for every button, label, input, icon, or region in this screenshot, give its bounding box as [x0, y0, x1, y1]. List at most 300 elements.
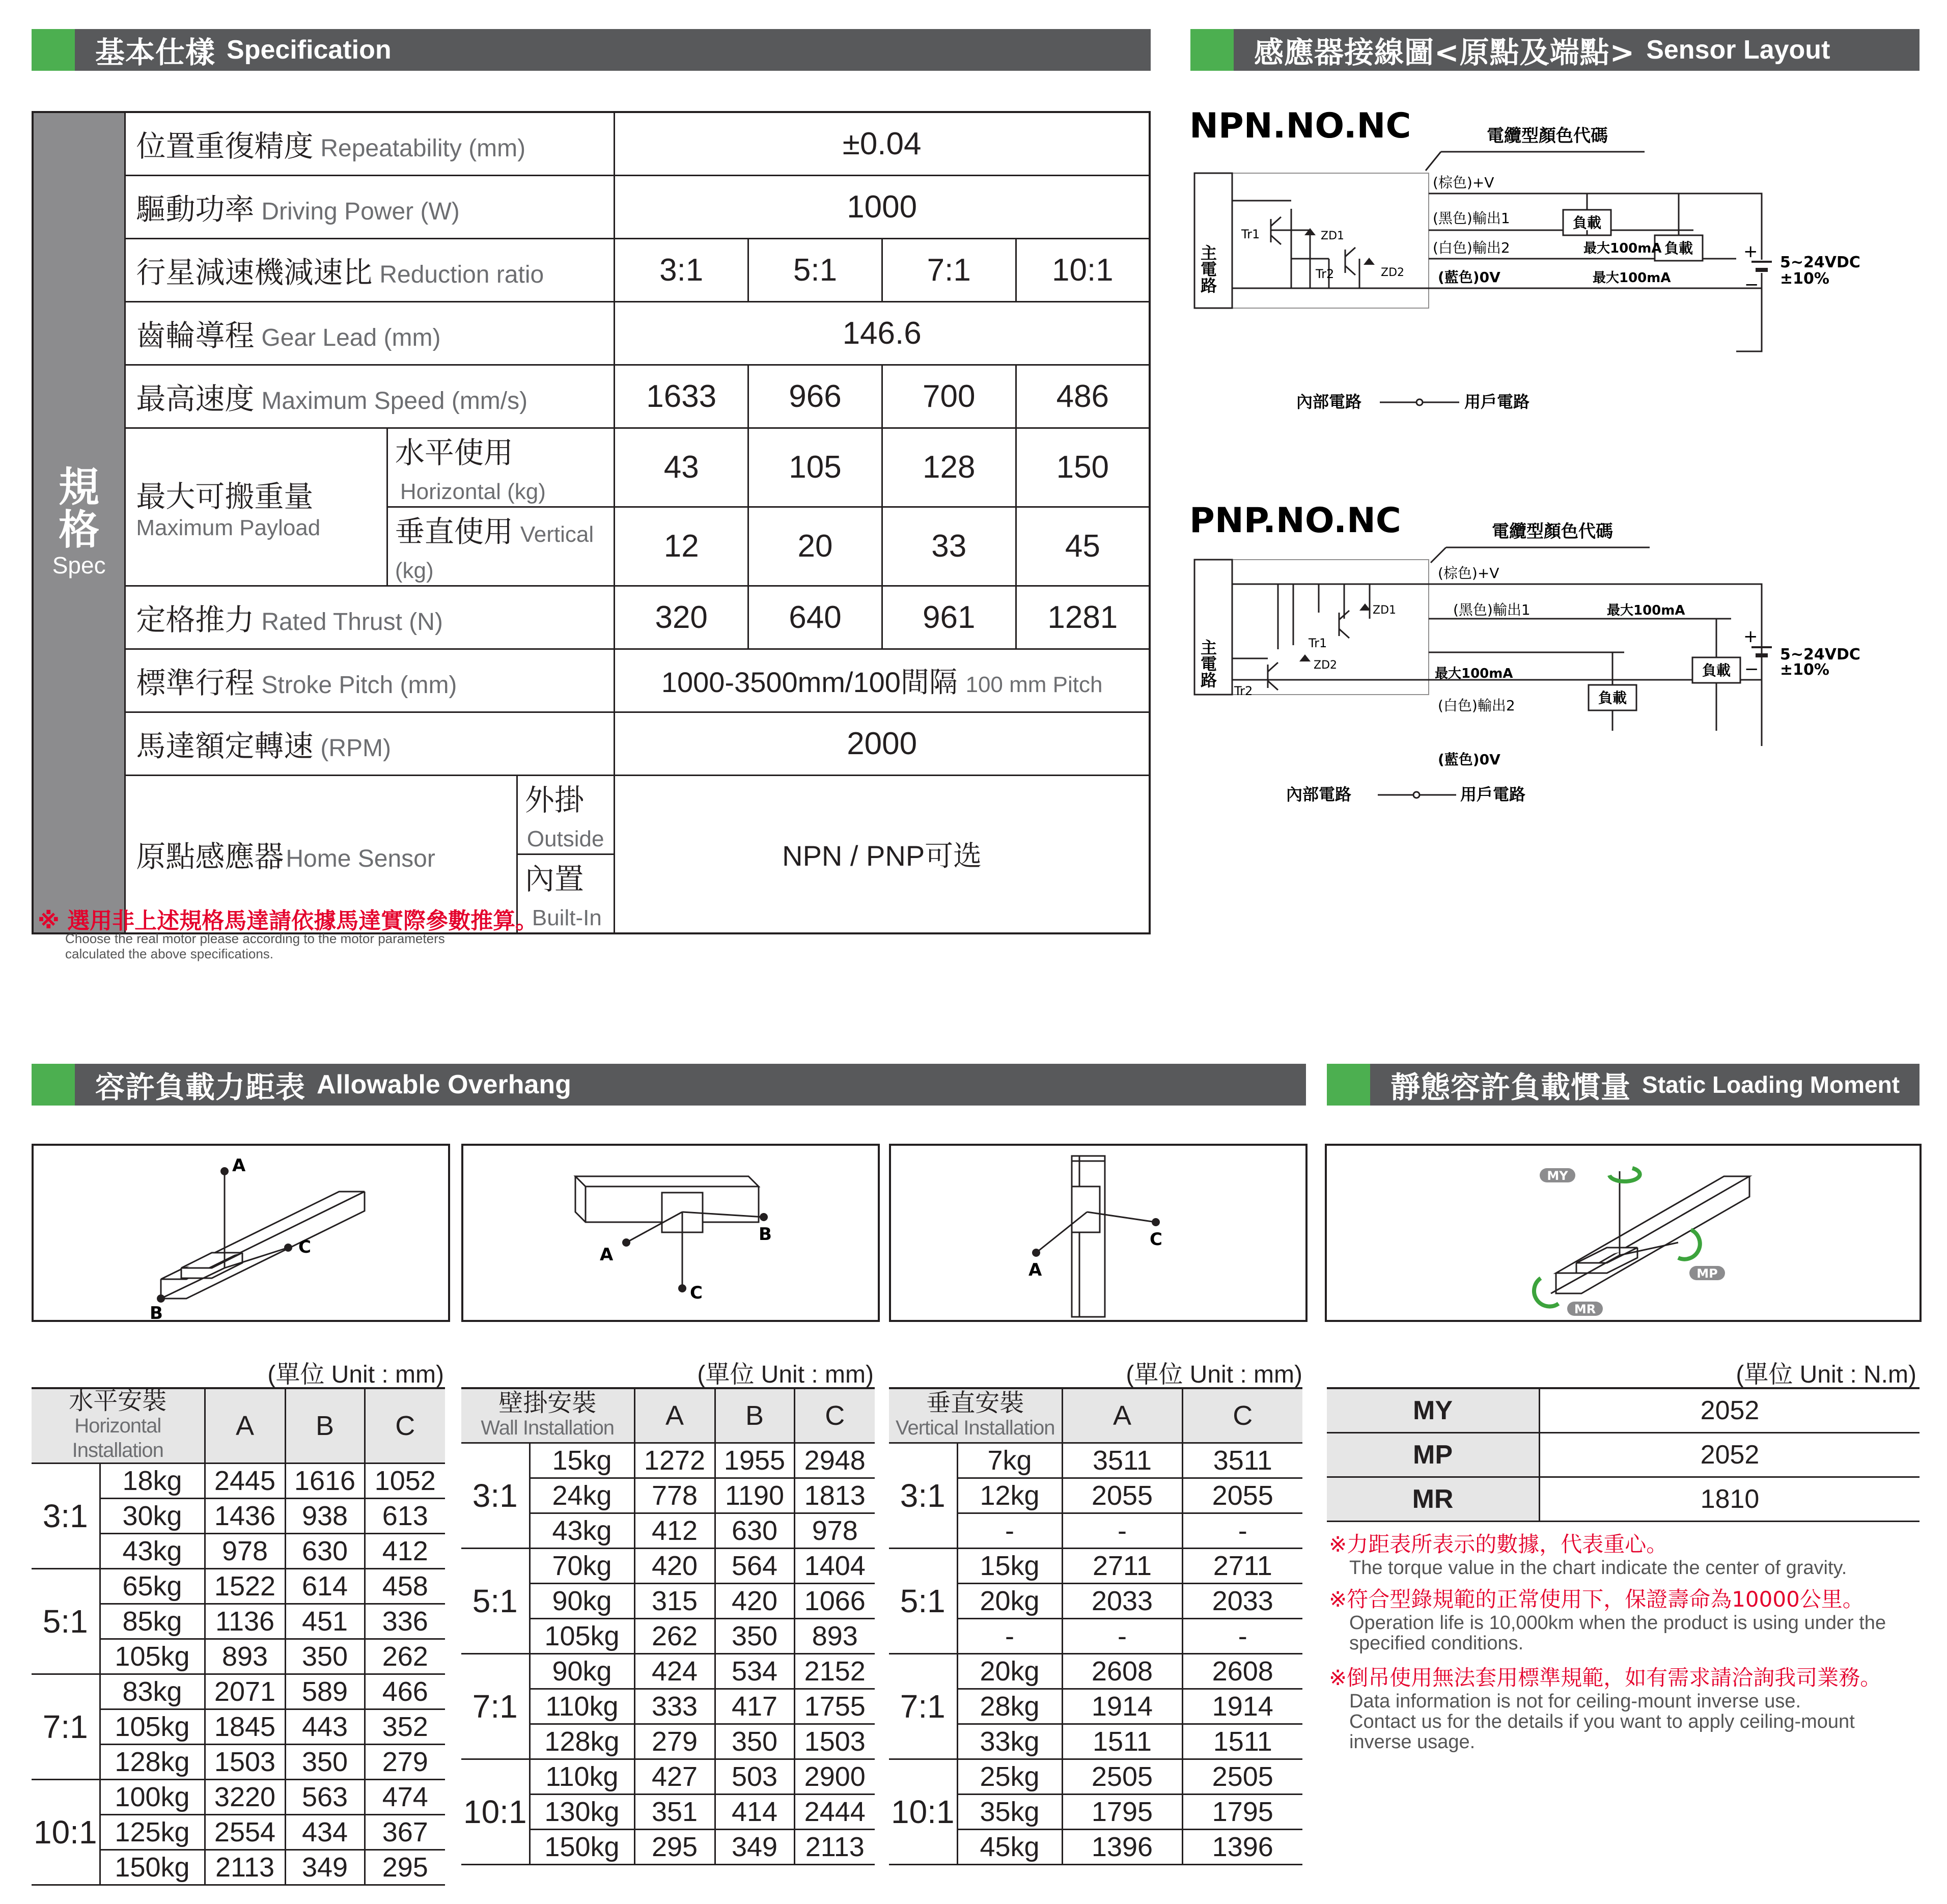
- value-cell: 1396: [1182, 1830, 1302, 1865]
- header-accent: [1327, 1064, 1370, 1106]
- thrust-value: 640: [748, 586, 882, 649]
- value-cell: 279: [634, 1724, 715, 1759]
- load-cell: 90kg: [530, 1584, 634, 1619]
- value-cell: 2505: [1062, 1759, 1182, 1795]
- npn-tolerance: ±10%: [1780, 270, 1829, 288]
- pnp-blue-label: (藍色)0V: [1438, 751, 1500, 768]
- home-sensor-value: NPN / PNP可选: [615, 775, 1150, 933]
- ratio-value: 10:1: [1016, 238, 1150, 301]
- value-cell: 1755: [794, 1689, 875, 1724]
- value-cell: 2445: [205, 1464, 285, 1499]
- value-cell: 295: [634, 1830, 715, 1865]
- unit-label-horizontal: (單位 Unit : mm): [267, 1361, 444, 1388]
- npn-load-1-label: 負載: [1572, 214, 1602, 231]
- load-cell: 33kg: [957, 1724, 1062, 1759]
- moment-key: MP: [1327, 1433, 1540, 1477]
- value-cell: 630: [715, 1513, 794, 1549]
- axis-a-label: A: [232, 1155, 246, 1176]
- moment-note-3-zh: ※倒吊使用無法套用標準規範，如有需求請洽詢我司業務。: [1329, 1665, 1882, 1690]
- load-cell: 100kg: [100, 1780, 205, 1815]
- pnp-zener-2-icon: [1299, 654, 1311, 661]
- value-cell: 630: [285, 1534, 365, 1569]
- value-cell: 367: [365, 1815, 445, 1850]
- pnp-max-1: 最大100mA: [1607, 603, 1685, 618]
- moment-note-1-zh: ※力距表所表示的數據，代表重心。: [1329, 1532, 1668, 1557]
- load-cell: 125kg: [100, 1815, 205, 1850]
- value-cell: 614: [285, 1569, 365, 1604]
- vertical-label: 垂直使用 Vertical (kg): [387, 507, 614, 586]
- value-cell: 414: [715, 1795, 794, 1830]
- load-cell: 43kg: [100, 1534, 205, 1569]
- value-cell: 349: [715, 1830, 794, 1865]
- npn-title: NPN.NO.NC: [1189, 106, 1411, 146]
- sensor-header: [1190, 29, 1920, 71]
- load-cell: 128kg: [100, 1745, 205, 1780]
- pnp-white-label: (白色)輸出2: [1438, 697, 1515, 714]
- value-cell: 420: [715, 1584, 794, 1619]
- npn-cable-code: 電纜型顏色代碼: [1487, 126, 1608, 146]
- value-cell: -: [1182, 1619, 1302, 1654]
- table-row: [889, 1443, 1302, 1478]
- ratio-cell: 7:1: [461, 1654, 530, 1759]
- value-cell: 2055: [1182, 1478, 1302, 1513]
- value-cell: 1845: [205, 1709, 285, 1745]
- value-cell: 2055: [1062, 1478, 1182, 1513]
- npn-blue-label: (藍色)0V: [1438, 269, 1500, 286]
- moment-header-en: Static Loading Moment: [1642, 1071, 1900, 1098]
- vertical-value: 20: [748, 507, 882, 586]
- table-row: [32, 1780, 445, 1815]
- value-cell: 350: [715, 1619, 794, 1654]
- value-cell: 534: [715, 1654, 794, 1689]
- value-cell: 2113: [794, 1830, 875, 1865]
- value-cell: 2608: [1182, 1654, 1302, 1689]
- value-cell: 2033: [1182, 1584, 1302, 1619]
- moment-note-3-en-1: Data information is not for ceiling-mount inverse use.: [1349, 1691, 1801, 1712]
- value-cell: 893: [794, 1619, 875, 1654]
- load-cell: 90kg: [530, 1654, 634, 1689]
- moment-value: 2052: [1540, 1388, 1920, 1433]
- ratio-cell: 5:1: [461, 1549, 530, 1654]
- value-cell: -: [1182, 1513, 1302, 1549]
- axis-b-label: B: [150, 1303, 163, 1320]
- load-cell: 150kg: [100, 1850, 205, 1885]
- ratio-cell: 10:1: [461, 1759, 530, 1865]
- table-row: [32, 1464, 445, 1499]
- value-cell: 417: [715, 1689, 794, 1724]
- npn-vdc: 5~24VDC: [1780, 254, 1860, 271]
- value-cell: 2071: [205, 1674, 285, 1709]
- moment-note-3-en-3: inverse usage.: [1349, 1731, 1476, 1753]
- pnp-wiring-diagram: [1186, 496, 1925, 822]
- header-accent: [32, 1064, 75, 1106]
- horizontal-overhang-table: [32, 1387, 445, 1886]
- load-cell: 12kg: [957, 1478, 1062, 1513]
- value-cell: 1522: [205, 1569, 285, 1604]
- table-row: [889, 1654, 1302, 1689]
- value-cell: 3511: [1062, 1443, 1182, 1478]
- vertical-overhang-body: [889, 1443, 1302, 1865]
- npn-zd2: ZD2: [1381, 266, 1405, 279]
- axis-a-label: A: [600, 1245, 614, 1265]
- axis-a-label: A: [1028, 1260, 1042, 1280]
- col-header-b: B: [715, 1388, 794, 1443]
- speed-value: 700: [882, 365, 1016, 428]
- pnp-zd2: ZD2: [1314, 659, 1338, 672]
- value-cell: 978: [794, 1513, 875, 1549]
- value-cell: 1511: [1182, 1724, 1302, 1759]
- npn-zd1: ZD1: [1321, 230, 1345, 242]
- value-cell: 1955: [715, 1443, 794, 1478]
- ratio-cell: 10:1: [889, 1759, 957, 1865]
- npn-max-1: 最大100mA: [1583, 241, 1662, 256]
- value-cell: 1616: [285, 1464, 365, 1499]
- npn-user-label: 用戶電路: [1464, 392, 1530, 411]
- value-cell: 336: [365, 1604, 445, 1639]
- value-cell: 434: [285, 1815, 365, 1850]
- value-cell: 295: [365, 1850, 445, 1885]
- value-cell: 424: [634, 1654, 715, 1689]
- home-sensor-label: 原點感應器Home Sensor: [125, 775, 517, 933]
- value-cell: 262: [365, 1639, 445, 1674]
- load-cell: 65kg: [100, 1569, 205, 1604]
- thrust-label: 定格推力 Rated Thrust (N): [125, 586, 615, 649]
- my-label: MY: [1547, 1169, 1568, 1183]
- value-cell: 1914: [1062, 1689, 1182, 1724]
- ratio-cell: 10:1: [32, 1780, 100, 1885]
- builtin-label: 內置Built-In: [517, 854, 614, 933]
- value-cell: 1503: [794, 1724, 875, 1759]
- pnp-tolerance: ±10%: [1780, 661, 1829, 679]
- npn-load-2-label: 負載: [1664, 240, 1693, 257]
- ratio-cell: 3:1: [32, 1464, 100, 1569]
- speed-value: 486: [1016, 365, 1150, 428]
- load-cell: 128kg: [530, 1724, 634, 1759]
- ratio-label: 行星減速機減速比 Reduction ratio: [125, 238, 615, 301]
- repeatability-label: 位置重復精度 Repeatability (mm): [125, 112, 615, 175]
- load-cell: 18kg: [100, 1464, 205, 1499]
- value-cell: 451: [285, 1604, 365, 1639]
- unit-label-moment: (單位 Unit : N.m): [1736, 1361, 1916, 1388]
- axis-c-label: C: [298, 1237, 311, 1257]
- value-cell: 350: [285, 1639, 365, 1674]
- load-cell: 20kg: [957, 1654, 1062, 1689]
- npn-main-circuit-label: 主電路: [1198, 244, 1217, 293]
- load-cell: 20kg: [957, 1584, 1062, 1619]
- pnp-tr1: Tr1: [1309, 636, 1327, 650]
- table-row: [889, 1759, 1302, 1795]
- moment-note-2-en-2: specified conditions.: [1349, 1633, 1524, 1654]
- value-cell: -: [1062, 1513, 1182, 1549]
- load-cell: -: [957, 1513, 1062, 1549]
- moment-key: MR: [1327, 1477, 1540, 1522]
- load-cell: 24kg: [530, 1478, 634, 1513]
- moment-diagram: [1325, 1144, 1922, 1322]
- horizontal-value: 150: [1016, 428, 1150, 507]
- mp-label: MP: [1696, 1266, 1718, 1281]
- vertical-value: 12: [615, 507, 748, 586]
- ratio-cell: 5:1: [889, 1549, 957, 1654]
- wall-overhang-table: [461, 1387, 875, 1865]
- load-cell: 28kg: [957, 1689, 1062, 1724]
- value-cell: 352: [365, 1709, 445, 1745]
- pnp-internal-label: 內部電路: [1286, 785, 1352, 804]
- moment-note-3-en-2: Contact us for the details if you want to apply ceiling-mount: [1349, 1711, 1855, 1732]
- lead-label: 齒輪導程 Gear Lead (mm): [125, 301, 615, 365]
- pnp-brown-label: (棕色)+V: [1438, 565, 1499, 582]
- value-cell: 3511: [1182, 1443, 1302, 1478]
- pnp-load-2-label: 負載: [1598, 689, 1627, 706]
- speed-value: 966: [748, 365, 882, 428]
- moment-header: [1327, 1064, 1920, 1106]
- value-cell: 333: [634, 1689, 715, 1724]
- value-cell: 315: [634, 1584, 715, 1619]
- value-cell: 2948: [794, 1443, 875, 1478]
- vertical-value: 45: [1016, 507, 1150, 586]
- spec-side-label: 規 格 Spec: [33, 112, 125, 933]
- load-cell: 105kg: [100, 1709, 205, 1745]
- vertical-overhang-table: [889, 1387, 1302, 1865]
- pnp-black-label: (黑色)輸出1: [1453, 601, 1531, 618]
- value-cell: 778: [634, 1478, 715, 1513]
- value-cell: 1272: [634, 1443, 715, 1478]
- axis-c-label: C: [1150, 1229, 1162, 1250]
- value-cell: 262: [634, 1619, 715, 1654]
- load-cell: 130kg: [530, 1795, 634, 1830]
- horizontal-value: 43: [615, 428, 748, 507]
- table-row: [889, 1549, 1302, 1584]
- npn-tr2: Tr2: [1316, 267, 1334, 281]
- pnp-main-circuit-label: 主電路: [1198, 639, 1217, 688]
- load-cell: 25kg: [957, 1759, 1062, 1795]
- load-cell: 30kg: [100, 1499, 205, 1534]
- slider-icon: [1072, 1186, 1100, 1232]
- stroke-label: 標準行程 Stroke Pitch (mm): [125, 649, 615, 712]
- load-cell: 35kg: [957, 1795, 1062, 1830]
- npn-wiring-diagram: [1186, 102, 1925, 428]
- moment-key: MY: [1327, 1388, 1540, 1433]
- overhang-header-zh: 容許負載力距表: [95, 1070, 306, 1105]
- value-cell: 3220: [205, 1780, 285, 1815]
- spec-note-en1: Choose the real motor please according to the motor parameters: [65, 931, 445, 946]
- value-cell: 2505: [1182, 1759, 1302, 1795]
- table-row: [461, 1654, 875, 1689]
- wall-overhang-body: [461, 1443, 875, 1865]
- speed-value: 1633: [615, 365, 748, 428]
- npn-zener-1-icon: [1304, 228, 1316, 235]
- value-cell: 2900: [794, 1759, 875, 1795]
- vertical-install-diagram: [889, 1144, 1308, 1322]
- header-accent: [32, 29, 75, 71]
- col-header-a: A: [634, 1388, 715, 1443]
- moment-note-1-en: The torque value in the chart indicate the center of gravity.: [1349, 1557, 1847, 1579]
- col-header-a: A: [205, 1388, 285, 1464]
- value-cell: 443: [285, 1709, 365, 1745]
- vertical-value: 33: [882, 507, 1016, 586]
- spec-header: [32, 29, 1151, 71]
- value-cell: 1795: [1062, 1795, 1182, 1830]
- pnp-transistor-2-icon: [1268, 663, 1278, 690]
- power-label: 驅動功率 Driving Power (W): [125, 175, 615, 238]
- npn-zener-2-icon: [1364, 258, 1375, 265]
- speed-label: 最高速度 Maximum Speed (mm/s): [125, 365, 615, 428]
- ratio-value: 3:1: [615, 238, 748, 301]
- value-cell: 589: [285, 1674, 365, 1709]
- ratio-value: 5:1: [748, 238, 882, 301]
- load-cell: -: [957, 1619, 1062, 1654]
- load-cell: 150kg: [530, 1830, 634, 1865]
- moment-value: 1810: [1540, 1477, 1920, 1522]
- sensor-header-zh: 感應器接線圖<原點及端點>: [1254, 35, 1635, 70]
- spec-header-en: Specification: [227, 35, 392, 65]
- payload-label: 最大可搬重量 Maximum Payload: [125, 428, 387, 586]
- value-cell: 2711: [1182, 1549, 1302, 1584]
- value-cell: 1813: [794, 1478, 875, 1513]
- spec-table: [32, 111, 1151, 934]
- table-row: [32, 1569, 445, 1604]
- value-cell: 1436: [205, 1499, 285, 1534]
- mr-rotation-icon: [1534, 1278, 1559, 1307]
- ratio-cell: 3:1: [889, 1443, 957, 1549]
- table-row: [32, 1674, 445, 1709]
- sensor-header-en: Sensor Layout: [1646, 35, 1830, 65]
- value-cell: 1914: [1182, 1689, 1302, 1724]
- spec-note-en2: calculated the above specifications.: [65, 946, 274, 961]
- value-cell: 412: [365, 1534, 445, 1569]
- spec-note-zh: ※ 選用非上述規格馬達請依據馬達實際參數推算。: [38, 908, 538, 934]
- svg-text:+: +: [1743, 241, 1758, 262]
- outside-label: 外掛Outside: [517, 775, 614, 854]
- value-cell: 503: [715, 1759, 794, 1795]
- pnp-tr2: Tr2: [1234, 684, 1253, 698]
- axis-b-label: B: [759, 1224, 772, 1245]
- my-rotation-icon: [1609, 1168, 1640, 1181]
- value-cell: 350: [715, 1724, 794, 1759]
- svg-text:−: −: [1744, 274, 1759, 295]
- moment-note-2-zh: ※符合型錄規範的正常使用下，保證壽命為10000公里。: [1329, 1587, 1864, 1612]
- npn-internal-label: 內部電路: [1296, 392, 1362, 411]
- horizontal-title: 水平安裝 Horizontal Installation: [32, 1388, 205, 1464]
- axis-c-label: C: [690, 1283, 703, 1303]
- horizontal-value: 105: [748, 428, 882, 507]
- stroke-value: 1000-3500mm/100間隔 100 mm Pitch: [615, 649, 1150, 712]
- table-row: [461, 1759, 875, 1795]
- rpm-label: 馬達額定轉速 (RPM): [125, 712, 615, 775]
- horizontal-install-diagram: [32, 1144, 450, 1322]
- npn-tr1: Tr1: [1241, 227, 1260, 241]
- col-header-c: C: [365, 1388, 445, 1464]
- npn-brown-label: (棕色)+V: [1433, 174, 1494, 191]
- col-header-b: B: [285, 1388, 365, 1464]
- vertical-title: 垂直安裝 Vertical Installation: [889, 1388, 1062, 1443]
- value-cell: 2152: [794, 1654, 875, 1689]
- table-row: [461, 1443, 875, 1478]
- value-cell: 350: [285, 1745, 365, 1780]
- table-row: [461, 1549, 875, 1584]
- horizontal-overhang-body: [32, 1464, 445, 1885]
- unit-label-wall: (單位 Unit : mm): [697, 1361, 874, 1388]
- horizontal-label: 水平使用Horizontal (kg): [387, 428, 614, 507]
- value-cell: 279: [365, 1745, 445, 1780]
- svg-text:−: −: [1744, 659, 1759, 679]
- load-cell: 105kg: [530, 1619, 634, 1654]
- ratio-cell: 3:1: [461, 1443, 530, 1549]
- wall-title: 壁掛安裝 Wall Installation: [461, 1388, 634, 1443]
- load-cell: 70kg: [530, 1549, 634, 1584]
- wall-install-diagram: [461, 1144, 880, 1322]
- value-cell: 349: [285, 1850, 365, 1885]
- value-cell: 458: [365, 1569, 445, 1604]
- moment-table: [1327, 1387, 1920, 1522]
- value-cell: 978: [205, 1534, 285, 1569]
- npn-white-label: (白色)輸出2: [1433, 239, 1510, 256]
- value-cell: 1136: [205, 1604, 285, 1639]
- repeatability-value: ±0.04: [615, 112, 1150, 175]
- load-cell: 43kg: [530, 1513, 634, 1549]
- npn-black-label: (黑色)輸出1: [1433, 210, 1510, 227]
- pnp-max-2: 最大100mA: [1435, 666, 1513, 681]
- thrust-value: 320: [615, 586, 748, 649]
- value-cell: 1503: [205, 1745, 285, 1780]
- value-cell: 2711: [1062, 1549, 1182, 1584]
- rail-icon: [1072, 1156, 1105, 1317]
- value-cell: 351: [634, 1795, 715, 1830]
- value-cell: 2444: [794, 1795, 875, 1830]
- col-header-a: A: [1062, 1388, 1182, 1443]
- value-cell: 2033: [1062, 1584, 1182, 1619]
- value-cell: 938: [285, 1499, 365, 1534]
- rail-icon: [161, 1192, 365, 1299]
- value-cell: 412: [634, 1513, 715, 1549]
- value-cell: 1066: [794, 1584, 875, 1619]
- svg-text:+: +: [1743, 626, 1758, 647]
- col-header-c: C: [794, 1388, 875, 1443]
- pnp-vdc: 5~24VDC: [1780, 646, 1860, 664]
- unit-label-vertical: (單位 Unit : mm): [1126, 1361, 1302, 1388]
- value-cell: -: [1062, 1619, 1182, 1654]
- value-cell: 474: [365, 1780, 445, 1815]
- col-header-c: C: [1182, 1388, 1302, 1443]
- pnp-zd1: ZD1: [1373, 604, 1397, 617]
- value-cell: 613: [365, 1499, 445, 1534]
- overhang-header-en: Allowable Overhang: [317, 1070, 571, 1099]
- value-cell: 2113: [205, 1850, 285, 1885]
- value-cell: 1795: [1182, 1795, 1302, 1830]
- value-cell: 563: [285, 1780, 365, 1815]
- thrust-value: 961: [882, 586, 1016, 649]
- value-cell: 2608: [1062, 1654, 1182, 1689]
- load-cell: 105kg: [100, 1639, 205, 1674]
- value-cell: 466: [365, 1674, 445, 1709]
- value-cell: 564: [715, 1549, 794, 1584]
- load-cell: 83kg: [100, 1674, 205, 1709]
- ratio-cell: 5:1: [32, 1569, 100, 1674]
- spec-header-zh: 基本仕樣: [95, 35, 216, 70]
- mr-label: MR: [1574, 1302, 1596, 1316]
- moment-note-2-en-1: Operation life is 10,000km when the product is using under the: [1349, 1612, 1886, 1634]
- value-cell: 1190: [715, 1478, 794, 1513]
- pnp-transistor-1-icon: [1339, 611, 1349, 638]
- load-cell: 15kg: [530, 1443, 634, 1478]
- ratio-cell: 7:1: [32, 1674, 100, 1780]
- moment-value: 2052: [1540, 1433, 1920, 1477]
- load-cell: 85kg: [100, 1604, 205, 1639]
- value-cell: 893: [205, 1639, 285, 1674]
- overhang-header: [32, 1064, 1306, 1106]
- ratio-value: 7:1: [882, 238, 1016, 301]
- pnp-cable-code: 電纜型顏色代碼: [1492, 521, 1613, 542]
- load-cell: 45kg: [957, 1830, 1062, 1865]
